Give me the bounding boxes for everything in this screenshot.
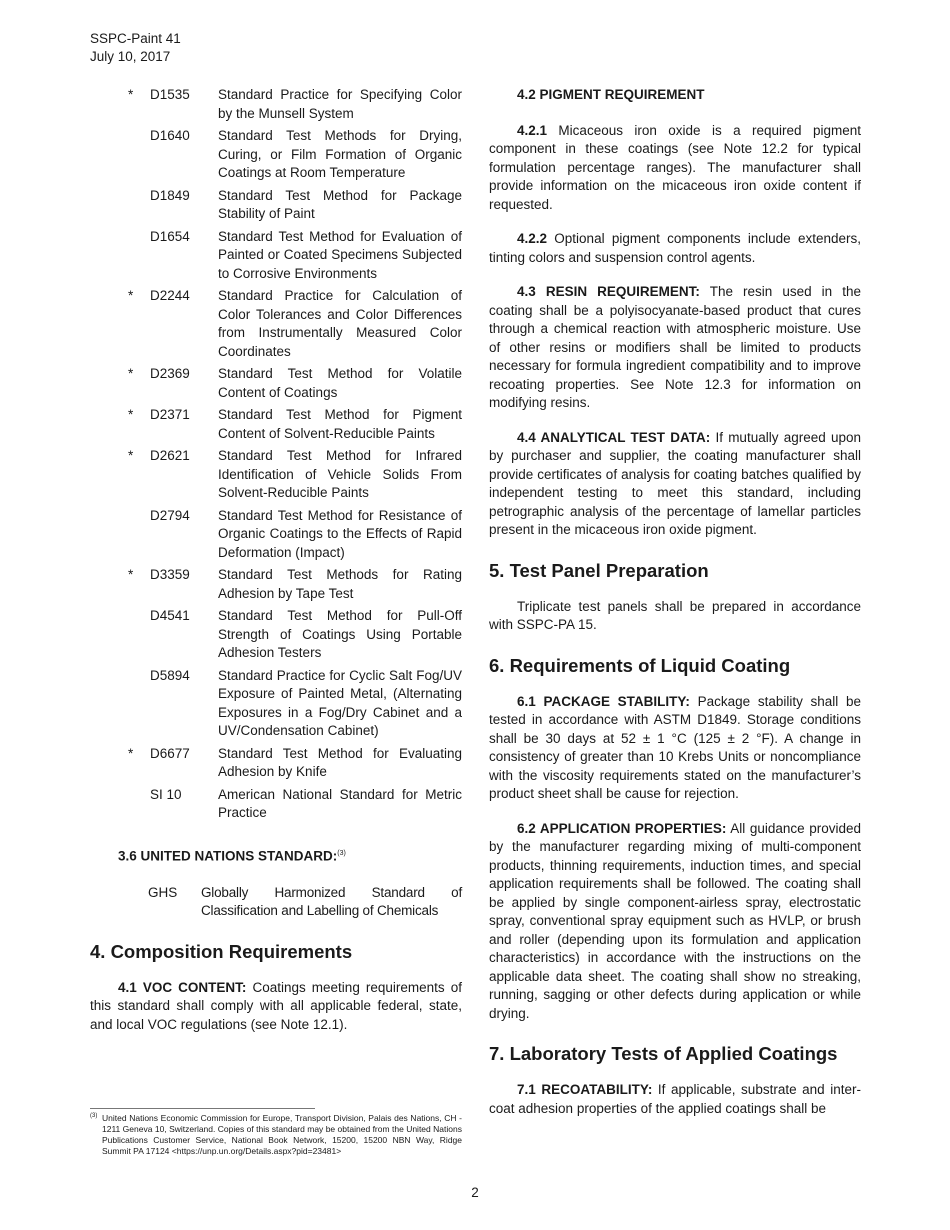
reference-item — [90, 406, 462, 443]
reference-item — [90, 365, 462, 402]
heading-4-2: 4.2 PIGMENT REQUIREMENT — [517, 87, 705, 102]
page-number: 2 — [471, 1185, 479, 1200]
para-4-2-2: 4.2.2 Optional pigment components include extenders, tinting colors and suspension control agents. — [489, 231, 861, 265]
ref-code: D1654 — [150, 228, 190, 244]
ref-description: Standard Practice for Specifying Color by the Munsell System — [218, 87, 462, 121]
ref-description: Standard Test Method for Volatile Content of Coatings — [218, 366, 462, 400]
doc-date: July 10, 2017 — [90, 49, 171, 64]
ref-description: Standard Test Methods for Rating Adhesion by Tape Test — [218, 567, 462, 601]
footnote-text: United Nations Economic Commission for Europe, Transport Division, Palais des Nations, CH - 1211 Geneva 10, Switzerland. Copies of this standard may be obtained from the United Nations Publications Customer Service, National Book Network, 15200, 15200 NBN Way, Ridge Summit PA 17124 <https://unp.un.org/Details.aspx?pid=23481> — [102, 1113, 462, 1156]
footnote-mark: (3) — [337, 849, 346, 857]
reference-item — [90, 745, 462, 782]
para-6-2: 6.2 APPLICATION PROPERTIES: All guidance provided by the manufacturer regarding mixing of multi-component products, thinning requirements, induction times, and special application requirements shall be followed. The coating shall be applied by single component-airless spray, electrostatic spray, conventional spray equipment such as HVLP, or brush and roller (depending upon its formulation and application characteristics) in accordance with the instructions on the applicable data sheet. The coating shall show no streaking, running, sagging or other defects during application or while drying. — [489, 820, 862, 1021]
footnote-divider — [90, 1108, 315, 1109]
para-4-2-1: 4.2.1 Micaceous iron oxide is a required pigment component in these coatings (see Note 12.2 for typical formulation percentage ranges). The manufacturer shall provide information on the micaceous iron oxide content if requested. — [489, 122, 861, 212]
ref-description: Standard Test Method for Pull-Off Strength of Coatings Using Portable Adhesion Testers — [218, 608, 462, 660]
para-5: Triplicate test panels shall be prepared in accordance with SSPC-PA 15. — [489, 598, 861, 632]
reference-item — [90, 228, 462, 284]
section-4-title: 4. Composition Requirements — [90, 940, 353, 962]
footnote — [90, 1113, 462, 1157]
section-7-title: 7. Laboratory Tests of Applied Coatings — [489, 1043, 838, 1064]
reference-item — [90, 786, 462, 823]
ref-star: * — [128, 448, 134, 463]
ref-code: D3359 — [150, 567, 190, 582]
reference-item — [90, 507, 462, 563]
ref-description: Standard Test Method for Infrared Identification of Vehicle Solids From Solvent-Reducible Paints — [218, 448, 462, 500]
ref-code: D1640 — [150, 128, 190, 143]
ref-code: D2371 — [150, 407, 190, 422]
ref-code: D1849 — [150, 187, 190, 203]
ref-star: * — [128, 87, 134, 102]
ref-code: D2369 — [150, 366, 190, 381]
ref-code: D2244 — [150, 288, 190, 303]
reference-item — [90, 607, 462, 663]
ref-code: D1535 — [150, 87, 190, 102]
ref-code: D6677 — [150, 745, 190, 761]
un-standard-entry — [90, 884, 462, 921]
reference-item — [90, 187, 462, 224]
para-7-1: 7.1 RECOATABILITY: If applicable, substrate and inter-coat adhesion properties of the applied coatings shall be — [489, 1082, 861, 1116]
left-column — [90, 86, 462, 1050]
para-4-1: 4.1 VOC CONTENT: Coatings meeting requirements of this standard shall comply with all applicable federal, state, and local VOC regulations (see Note 12.1). — [90, 979, 462, 1032]
doc-id: SSPC-Paint 41 — [90, 31, 181, 46]
astm-reference-list — [90, 86, 462, 823]
ref-description: Standard Test Method for Evaluation of Painted or Coated Specimens Subjected to Corrosive Environments — [218, 228, 462, 281]
para-4-4: 4.4 ANALYTICAL TEST DATA: If mutually agreed upon by purchaser and supplier, the coating manufacturer shall provide certificates of analysis for coating batches qualified by independent testing to meet this standard, including petrographic analysis of the percentage of lamellar particles present in the micaceous iron oxide pigment. — [489, 429, 861, 537]
para-4-3: 4.3 RESIN REQUIREMENT: The resin used in the coating shall be a polyisocyanate-based product that cures through a chemical reaction with atmospheric moisture. Use of other resins or modifiers shall be limited to products necessary for formula ingredient compatibility and to improve recoating properties. See Note 12.3 for information on modifying resins. — [489, 284, 861, 410]
ref-star: * — [128, 567, 134, 582]
ref-description: Standard Test Methods for Drying, Curing, or Film Formation of Organic Coatings at Room Temperature — [218, 128, 462, 180]
right-column — [489, 86, 861, 1134]
ref-code: GHS — [148, 884, 178, 900]
ref-description: Standard Practice for Cyclic Salt Fog/UV Exposure of Painted Metal, (Alternating Exposures in a Fog/Dry Cabinet and a UV/Condensation Cabinet) — [218, 667, 462, 738]
ref-description: Standard Test Method for Package Stability of Paint — [218, 187, 462, 221]
ref-code: D2621 — [150, 448, 190, 463]
reference-item — [90, 447, 462, 503]
ref-description: Standard Practice for Calculation of Color Tolerances and Color Differences from Instrumentally Measured Color Coordinates — [218, 288, 462, 359]
ref-description: Globally Harmonized Standard of Classification and Labelling of Chemicals — [201, 884, 462, 918]
page-header — [90, 30, 181, 66]
ref-code: SI 10 — [150, 786, 182, 802]
section-6-title: 6. Requirements of Liquid Coating — [489, 654, 791, 676]
ref-star: * — [128, 288, 134, 303]
section-5-title: 5. Test Panel Preparation — [489, 559, 709, 581]
ref-description: Standard Test Method for Resistance of Organic Coatings to the Effects of Rapid Deformation (Impact) — [218, 507, 462, 560]
ref-description: Standard Test Method for Evaluating Adhesion by Knife — [218, 745, 462, 779]
para-6-1: 6.1 PACKAGE STABILITY: Package stability shall be tested in accordance with ASTM D1849. Storage conditions shall be 30 days at 52 ± 1 °C (125 ± 2 °F). A change in consistency of greater than 10 Krebs Units or noncompliance with the viscosity requirements stated on the manufacturer’s product sheet shall be cause for rejection. — [489, 693, 862, 801]
ref-description: Standard Test Method for Pigment Content of Solvent-Reducible Paints — [218, 407, 462, 441]
reference-item — [90, 667, 462, 741]
ref-star: * — [128, 366, 134, 381]
ref-code: D5894 — [150, 667, 190, 683]
ref-star: * — [128, 745, 134, 761]
reference-item — [90, 127, 462, 183]
un-standard-heading: 3.6 UNITED NATIONS STANDARD:$^{(3)}$ — [118, 848, 346, 863]
ref-star: * — [128, 407, 134, 422]
reference-item — [90, 287, 462, 361]
ref-code: D2794 — [150, 507, 190, 523]
reference-item — [90, 86, 462, 123]
footnote-mark: (3) — [90, 1113, 98, 1119]
ref-description: American National Standard for Metric Practice — [218, 786, 462, 820]
reference-item — [90, 566, 462, 603]
ref-code: D4541 — [150, 608, 190, 623]
